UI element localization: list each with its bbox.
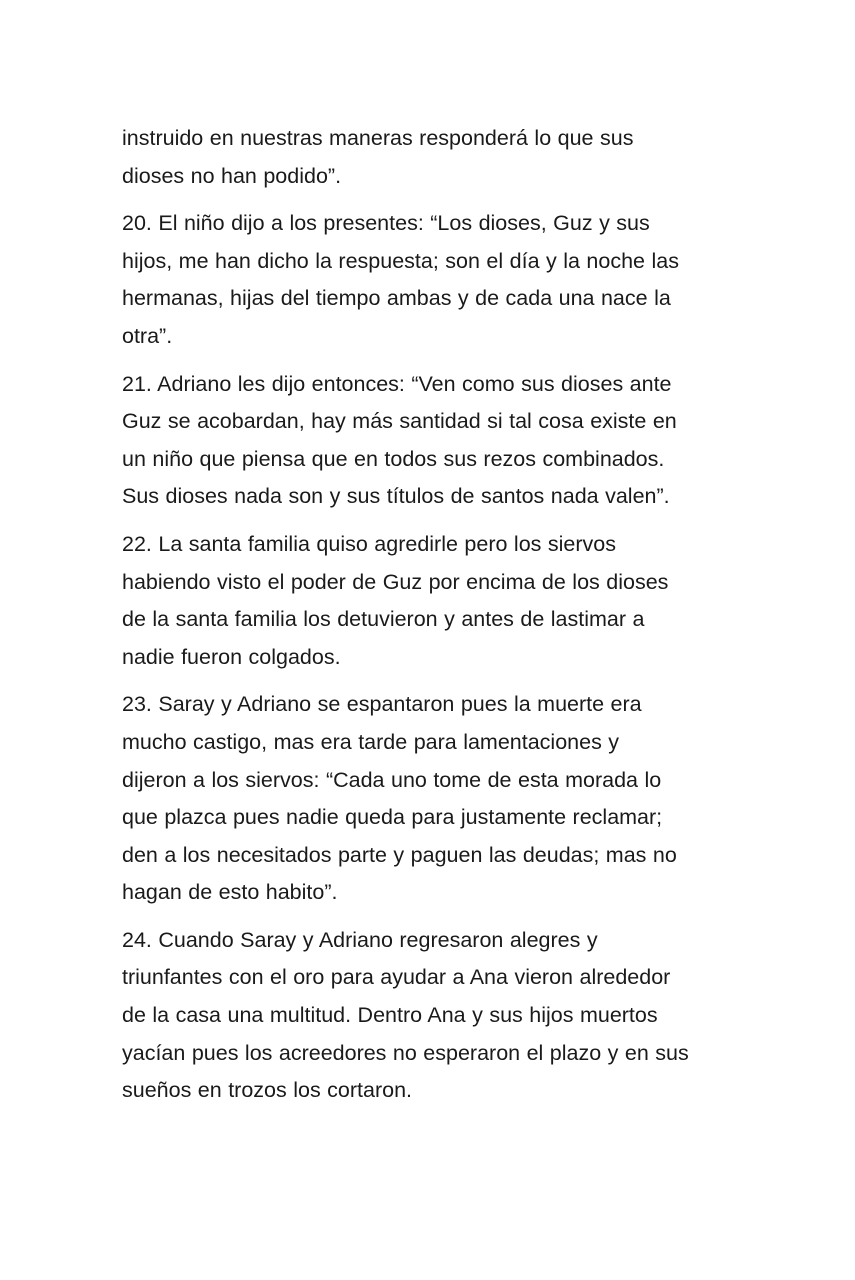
- paragraph-verse-24: 24. Cuando Saray y Adriano regresaron alegres y triunfantes con el oro para ayudar a Ana vieron alrededor de la casa una multitud. Dentro Ana y sus hijos muertos yacían pues los acreedores no esperaron el plazo y en sus sueños en trozos los cortaron.: [122, 927, 689, 1103]
- paragraph-continuation: instruido en nuestras maneras responderá lo que sus dioses no han podido”.: [122, 126, 634, 188]
- paragraph-verse-22: 22. La santa familia quiso agredirle pero los siervos habiendo visto el poder de Guz por encima de los dioses de la santa familia los detuvieron y antes de lastimar a nadie fueron colgados.: [122, 531, 669, 669]
- page-body: [122, 120, 742, 1120]
- paragraph-verse-20: 20. El niño dijo a los presentes: “Los dioses, Guz y sus hijos, me han dicho la respuesta; son el día y la noche las hermanas, hijas del tiempo ambas y de cada una nace la otra”.: [122, 211, 679, 348]
- paragraph-verse-21: 21. Adriano les dijo entonces: “Ven como sus dioses ante Guz se acobardan, hay más santidad si tal cosa existe en un niño que piensa que en todos sus rezos combinados. Sus dioses nada son y sus títulos de santos nada valen”.: [122, 371, 677, 509]
- paragraph-verse-23: 23. Saray y Adriano se espantaron pues la muerte era mucho castigo, mas era tarde para lamentaciones y dijeron a los siervos: “Cada uno tome de esta morada lo que plazca pues nadie queda para justamente reclamar; den a los necesitados parte y paguen las deudas; mas no hagan de esto habito”.: [122, 692, 677, 905]
